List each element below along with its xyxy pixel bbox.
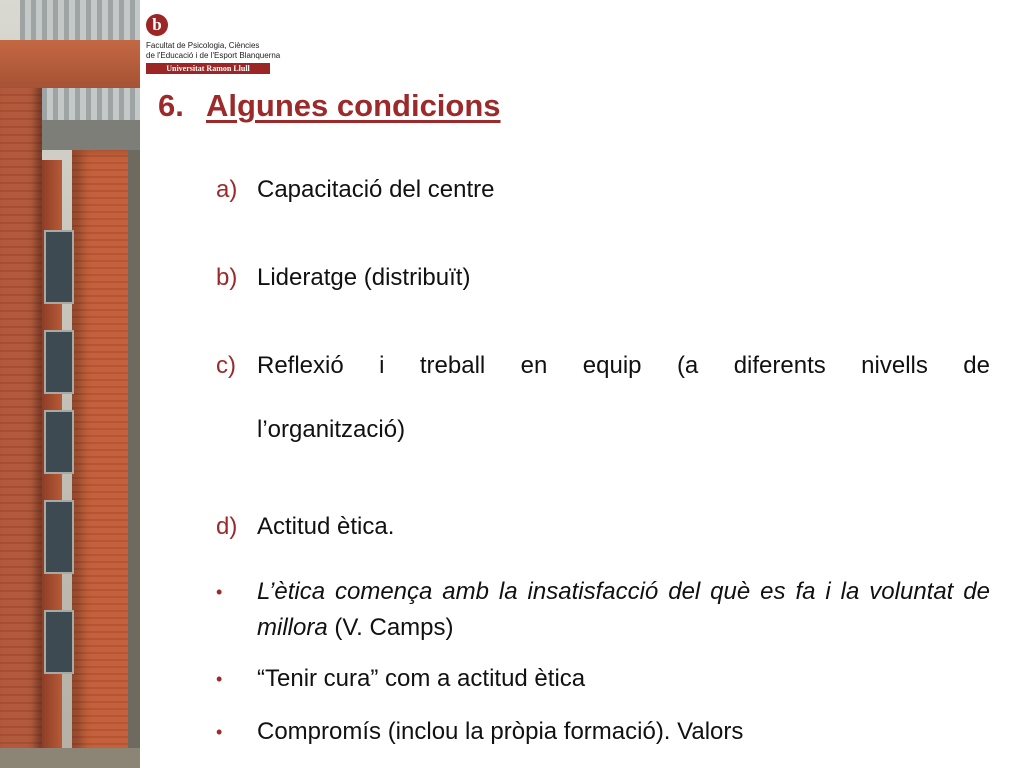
- bullet-marker: •: [216, 669, 223, 689]
- building-photo: [0, 0, 140, 768]
- item-text-line2: l’organització): [257, 416, 406, 443]
- item-text: Capacitació del centre: [257, 176, 495, 203]
- list-item-a: [216, 176, 990, 204]
- item-marker: b): [216, 264, 238, 291]
- item-text-line1: Reflexió i treball en equip (a diferents nivells de: [257, 352, 990, 379]
- list-item-b: [216, 264, 990, 292]
- bullet-citation: (V. Camps): [327, 614, 454, 641]
- logo-faculty-line2: de l'Educació i de l'Esport Blanquerna: [146, 51, 281, 60]
- item-marker: c): [216, 352, 236, 379]
- list-item-c: [216, 352, 990, 444]
- faculty-logo: [146, 14, 281, 74]
- bullet-text: Compromís (inclou la pròpia formació). Valors: [257, 718, 744, 745]
- logo-mark: b: [146, 14, 168, 36]
- logo-university-bar: Universitat Ramon Llull: [146, 63, 270, 74]
- bullet-item-1: [216, 574, 990, 646]
- bullet-item-2: [216, 661, 990, 697]
- item-marker: a): [216, 176, 238, 203]
- item-text: Lideratge (distribuït): [257, 264, 471, 291]
- slide-title: [158, 88, 501, 124]
- bullet-marker: •: [216, 582, 223, 602]
- item-marker: d): [216, 513, 238, 540]
- title-number: 6.: [158, 88, 184, 123]
- bullet-text: “Tenir cura” com a actitud ètica: [257, 665, 586, 692]
- bullet-quote: L’ètica comença amb la insatisfacció del què es fa i la voluntat de millora: [257, 578, 990, 641]
- bullet-marker: •: [216, 722, 223, 742]
- title-text: Algunes condicions: [206, 88, 501, 123]
- bullet-item-3: [216, 714, 990, 750]
- logo-faculty-line1: Facultat de Psicologia, Ciències: [146, 41, 260, 50]
- item-text: Actitud ètica.: [257, 513, 395, 540]
- bullet-text: [257, 574, 990, 646]
- list-item-d: [216, 513, 990, 541]
